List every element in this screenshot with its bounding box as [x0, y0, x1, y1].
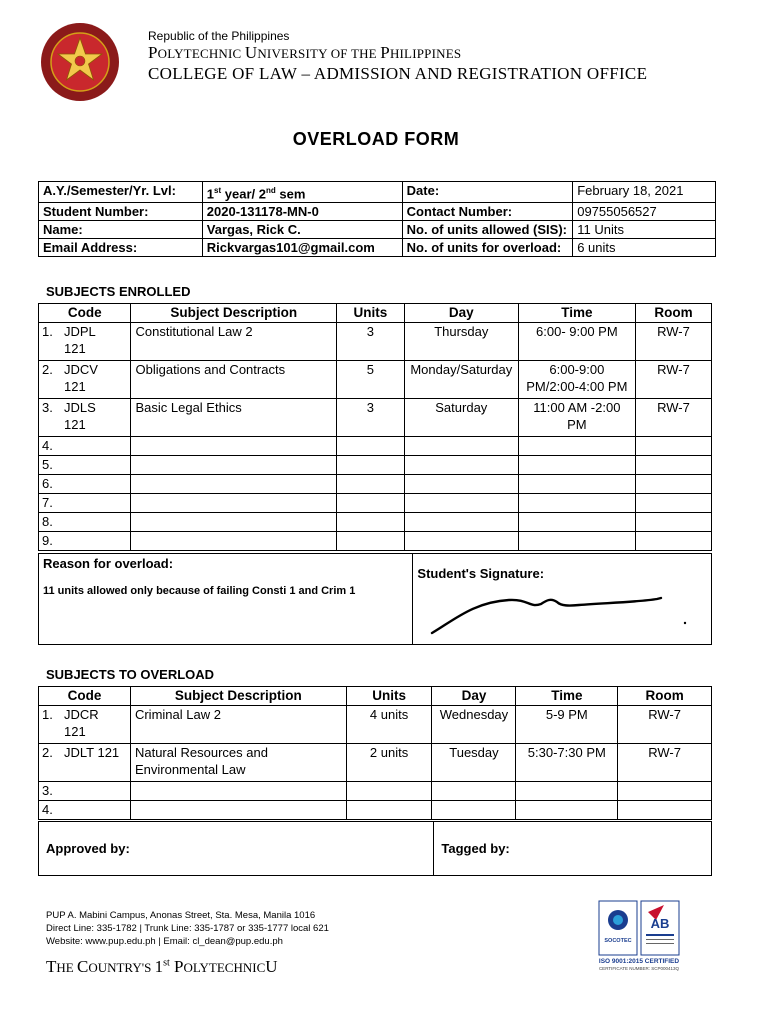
- code-cell: 3.: [39, 782, 131, 801]
- info-value: 2020-131178-MN-0: [202, 203, 402, 221]
- form-title: OVERLOAD FORM: [292, 129, 460, 149]
- day-cell: [404, 437, 518, 456]
- day-cell: Thursday: [404, 323, 518, 361]
- room-cell: [635, 437, 711, 456]
- table-row: [39, 437, 712, 456]
- code-cell: 6.: [39, 475, 131, 494]
- table-row: [39, 782, 712, 801]
- overload-subjects-table: [38, 686, 712, 820]
- time-cell: [518, 494, 635, 513]
- units-cell: [346, 782, 432, 801]
- table-row: [39, 801, 712, 820]
- time-cell: 6:00- 9:00 PM: [518, 323, 635, 361]
- col-header-description: Subject Description: [131, 304, 337, 323]
- code-cell: 5.: [39, 456, 131, 475]
- signature-cell: [413, 554, 712, 645]
- col-header-description: Subject Description: [130, 687, 346, 706]
- description-cell: [131, 456, 337, 475]
- time-cell: [518, 532, 635, 551]
- room-cell: RW-7: [635, 361, 711, 399]
- code-cell: 8.: [39, 513, 131, 532]
- room-cell: [635, 532, 711, 551]
- reason-cell: [39, 554, 413, 645]
- time-cell: [518, 456, 635, 475]
- room-cell: [635, 513, 711, 532]
- units-cell: 2 units: [346, 744, 432, 782]
- description-cell: Basic Legal Ethics: [131, 399, 337, 437]
- units-cell: 3: [337, 399, 405, 437]
- time-cell: 11:00 AM -2:00 PM: [518, 399, 635, 437]
- table-row: [39, 532, 712, 551]
- day-cell: [432, 801, 516, 820]
- col-header-time: Time: [518, 304, 635, 323]
- info-value: 09755056527: [573, 203, 716, 221]
- info-value: 6 units: [573, 239, 716, 257]
- info-label: Contact Number:: [402, 203, 573, 221]
- subjects-overload-label: SUBJECTS TO OVERLOAD: [46, 667, 215, 682]
- table-row: [39, 706, 712, 744]
- iso-logo-ab-text: AB: [650, 916, 670, 931]
- table-row: [39, 513, 712, 532]
- code-cell: 4.: [39, 801, 131, 820]
- info-label: No. of units allowed (SIS):: [402, 221, 573, 239]
- time-cell: [516, 782, 618, 801]
- day-cell: [404, 513, 518, 532]
- day-cell: Tuesday: [432, 744, 516, 782]
- info-row: [39, 239, 716, 257]
- iso-certification-logo: [598, 900, 680, 956]
- approval-box: [38, 821, 712, 876]
- republic-text: Republic of the Philippines: [148, 29, 290, 43]
- col-header-time: Time: [516, 687, 618, 706]
- units-cell: [346, 801, 432, 820]
- table-row: [39, 456, 712, 475]
- enrolled-subjects-table: [38, 303, 712, 551]
- reason-label: Reason for overload:: [43, 556, 174, 571]
- time-cell: 5:30-7:30 PM: [516, 744, 618, 782]
- info-label: A.Y./Semester/Yr. Lvl:: [39, 182, 203, 203]
- iso-certificate-number: CERTIFICATE NUMBER: SCP000413Q: [598, 966, 680, 971]
- col-header-units: Units: [346, 687, 432, 706]
- university-seal-logo: [40, 22, 120, 102]
- info-row: [39, 203, 716, 221]
- day-cell: [404, 475, 518, 494]
- info-value: February 18, 2021: [573, 182, 716, 203]
- table-header-row: [39, 304, 712, 323]
- table-row: [39, 494, 712, 513]
- info-value: 1st year/ 2nd sem: [202, 182, 402, 203]
- handwritten-signature: [429, 588, 709, 640]
- time-cell: [518, 437, 635, 456]
- time-cell: [518, 475, 635, 494]
- footer-address: PUP A. Mabini Campus, Anonas Street, Sta. Mesa, Manila 1016: [46, 910, 316, 921]
- code-cell: 9.: [39, 532, 131, 551]
- col-header-code: Code: [39, 304, 131, 323]
- info-value: Vargas, Rick C.: [202, 221, 402, 239]
- day-cell: Wednesday: [432, 706, 516, 744]
- col-header-room: Room: [618, 687, 712, 706]
- description-cell: [130, 782, 346, 801]
- code-cell: 4.: [39, 437, 131, 456]
- description-cell: Criminal Law 2: [130, 706, 346, 744]
- footer-website: Website: www.pup.edu.ph | Email: cl_dean@pup.edu.ph: [46, 936, 283, 947]
- info-label: Student Number:: [39, 203, 203, 221]
- info-label: Date:: [402, 182, 573, 203]
- code-cell: 1. JDPL 121: [39, 323, 131, 361]
- footer-contact: [46, 909, 329, 948]
- room-cell: RW-7: [618, 706, 712, 744]
- description-cell: [131, 532, 337, 551]
- units-cell: [337, 494, 405, 513]
- table-row: [39, 475, 712, 494]
- time-cell: [516, 801, 618, 820]
- description-cell: [131, 437, 337, 456]
- room-cell: RW-7: [635, 399, 711, 437]
- code-cell: 7.: [39, 494, 131, 513]
- table-row: [39, 399, 712, 437]
- time-cell: 6:00-9:00 PM/2:00-4:00 PM: [518, 361, 635, 399]
- units-cell: [337, 532, 405, 551]
- day-cell: [404, 494, 518, 513]
- code-cell: 2. JDCV 121: [39, 361, 131, 399]
- table-row: [39, 361, 712, 399]
- university-name: POLYTECHNIC UNIVERSITY OF THE PHILIPPINES: [148, 43, 462, 62]
- units-cell: [337, 437, 405, 456]
- description-cell: Obligations and Contracts: [131, 361, 337, 399]
- code-cell: 3. JDLS 121: [39, 399, 131, 437]
- day-cell: Monday/Saturday: [404, 361, 518, 399]
- col-header-code: Code: [39, 687, 131, 706]
- info-label: Name:: [39, 221, 203, 239]
- code-cell: 1. JDCR 121: [39, 706, 131, 744]
- description-cell: Constitutional Law 2: [131, 323, 337, 361]
- reason-text: 11 units allowed only because of failing Consti 1 and Crim 1: [43, 585, 356, 597]
- time-cell: [518, 513, 635, 532]
- units-cell: [337, 475, 405, 494]
- info-row: [39, 182, 716, 203]
- signature-label: Student's Signature:: [417, 566, 545, 581]
- col-header-units: Units: [337, 304, 405, 323]
- iso-logo-socotec-text: SOCOTEC: [604, 938, 632, 944]
- info-value: 11 Units: [573, 221, 716, 239]
- day-cell: Saturday: [404, 399, 518, 437]
- units-cell: [337, 513, 405, 532]
- college-office-name: COLLEGE OF LAW – ADMISSION AND REGISTRATION OFFICE: [148, 64, 648, 83]
- room-cell: [635, 494, 711, 513]
- description-cell: [131, 475, 337, 494]
- room-cell: RW-7: [635, 323, 711, 361]
- footer-tagline: THE COUNTRY'S 1st POLYTECHNICU: [46, 957, 278, 976]
- table-row: [39, 323, 712, 361]
- units-cell: 5: [337, 361, 405, 399]
- subjects-enrolled-label: SUBJECTS ENROLLED: [46, 284, 191, 299]
- table-row: [39, 744, 712, 782]
- units-cell: [337, 456, 405, 475]
- room-cell: [635, 475, 711, 494]
- units-cell: 3: [337, 323, 405, 361]
- code-cell: 2. JDLT 121: [39, 744, 131, 782]
- col-header-day: Day: [404, 304, 518, 323]
- info-row: [39, 221, 716, 239]
- description-cell: Natural Resources and Environmental Law: [130, 744, 346, 782]
- info-label: Email Address:: [39, 239, 203, 257]
- student-info-table: [38, 181, 716, 257]
- description-cell: [131, 513, 337, 532]
- day-cell: [404, 532, 518, 551]
- time-cell: 5-9 PM: [516, 706, 618, 744]
- units-cell: 4 units: [346, 706, 432, 744]
- reason-signature-box: [38, 553, 712, 645]
- table-header-row: [39, 687, 712, 706]
- approved-by-label: Approved by:: [39, 822, 434, 876]
- col-header-day: Day: [432, 687, 516, 706]
- footer-phones: Direct Line: 335-1782 | Trunk Line: 335-1787 or 335-1777 local 621: [46, 923, 329, 934]
- description-cell: [130, 801, 346, 820]
- room-cell: [635, 456, 711, 475]
- room-cell: [618, 801, 712, 820]
- day-cell: [404, 456, 518, 475]
- info-value: Rickvargas101@gmail.com: [202, 239, 402, 257]
- room-cell: [618, 782, 712, 801]
- tagged-by-label: Tagged by:: [434, 822, 712, 876]
- iso-certified-text: ISO 9001:2015 CERTIFIED: [598, 958, 680, 965]
- info-label: No. of units for overload:: [402, 239, 573, 257]
- day-cell: [432, 782, 516, 801]
- col-header-room: Room: [635, 304, 711, 323]
- room-cell: RW-7: [618, 744, 712, 782]
- description-cell: [131, 494, 337, 513]
